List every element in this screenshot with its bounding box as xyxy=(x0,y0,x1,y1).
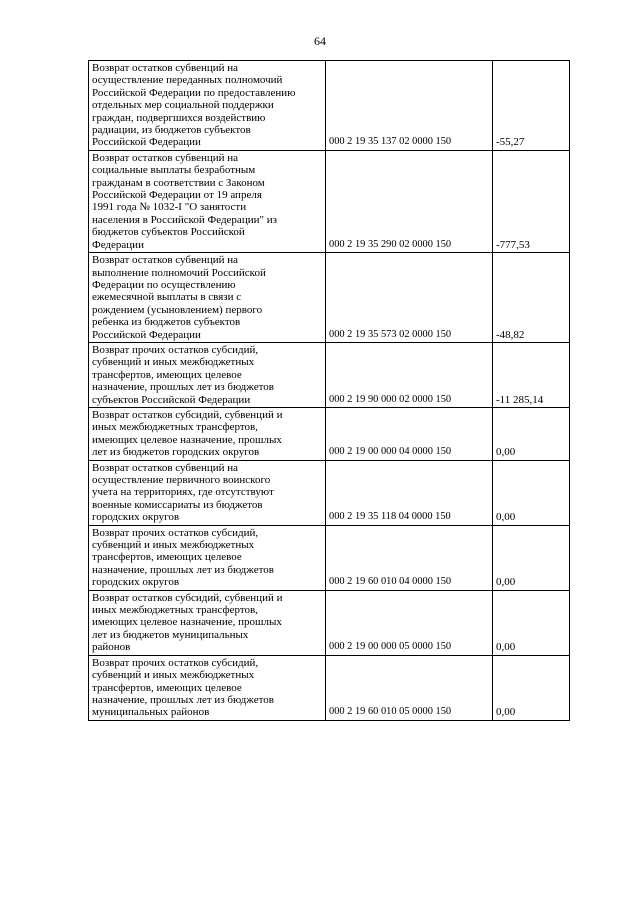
income-name: Возврат остатков субвенций на осуществление первичного воинского учета на территориях, где отсутствуют военные комиссариаты из бюджетов городских округов xyxy=(92,461,274,524)
income-name-cell xyxy=(89,590,326,655)
page-number: 64 xyxy=(314,34,326,48)
budget-code: 000 2 19 60 010 05 0000 150 xyxy=(326,655,493,720)
income-name: Возврат остатков субвенций на осуществление переданных полномочий Российской Федерации по предоставлению отдельных мер социальной поддержки граждан, подвергшихся воздействию радиации, из бюджетов субъектов Российской Федерации xyxy=(92,62,296,149)
table-row xyxy=(89,150,570,252)
amount-value: -777,53 xyxy=(493,150,570,252)
income-name-cell xyxy=(89,655,326,720)
amount-value: -55,27 xyxy=(493,61,570,151)
income-name: Возврат остатков субсидий, субвенций и иных межбюджетных трансфертов, имеющих целевое назначение, прошлых лет из бюджетов муниципальных районов xyxy=(92,591,283,654)
amount-value: 0,00 xyxy=(493,407,570,460)
amount-value: 0,00 xyxy=(493,525,570,590)
amount-value: -48,82 xyxy=(493,253,570,343)
income-name: Возврат прочих остатков субсидий, субвенций и иных межбюджетных трансфертов, имеющих целевое назначение, прошлых лет из бюджетов городских округов xyxy=(92,526,274,589)
income-name: Возврат остатков субсидий, субвенций и иных межбюджетных трансфертов, имеющих целевое назначение, прошлых лет из бюджетов городских округов xyxy=(92,408,283,459)
table-row xyxy=(89,590,570,655)
budget-code: 000 2 19 35 137 02 0000 150 xyxy=(326,61,493,151)
income-name-cell xyxy=(89,460,326,525)
budget-table-body xyxy=(89,61,570,721)
table-row xyxy=(89,61,570,151)
amount-value: 0,00 xyxy=(493,590,570,655)
budget-code: 000 2 19 90 000 02 0000 150 xyxy=(326,342,493,407)
budget-code: 000 2 19 35 573 02 0000 150 xyxy=(326,253,493,343)
table-row xyxy=(89,407,570,460)
amount-value: 0,00 xyxy=(493,460,570,525)
table-row xyxy=(89,655,570,720)
income-name-cell xyxy=(89,525,326,590)
amount-value: 0,00 xyxy=(493,655,570,720)
table-row xyxy=(89,525,570,590)
income-name: Возврат прочих остатков субсидий, субвенций и иных межбюджетных трансфертов, имеющих целевое назначение, прошлых лет из бюджетов субъектов Российской Федерации xyxy=(92,343,274,406)
table-row xyxy=(89,342,570,407)
table-row xyxy=(89,253,570,343)
income-name-cell xyxy=(89,342,326,407)
income-name: Возврат остатков субвенций на социальные выплаты безработным гражданам в соответствии с Законом Российской Федерации от 19 апреля 1991 года № 1032-I "О занятости населения в Российской Федерации" из бюджетов субъектов Российской Федерации xyxy=(92,151,277,251)
income-name-cell xyxy=(89,150,326,252)
income-name-cell xyxy=(89,61,326,151)
budget-code: 000 2 19 00 000 04 0000 150 xyxy=(326,407,493,460)
budget-code: 000 2 19 35 118 04 0000 150 xyxy=(326,460,493,525)
amount-value: -11 285,14 xyxy=(493,342,570,407)
income-name-cell xyxy=(89,407,326,460)
table-row xyxy=(89,460,570,525)
budget-table xyxy=(88,60,570,721)
budget-code: 000 2 19 35 290 02 0000 150 xyxy=(326,150,493,252)
budget-code: 000 2 19 00 000 05 0000 150 xyxy=(326,590,493,655)
income-name: Возврат прочих остатков субсидий, субвенций и иных межбюджетных трансфертов, имеющих целевое назначение, прошлых лет из бюджетов муниципальных районов xyxy=(92,656,274,719)
income-name-cell xyxy=(89,253,326,343)
income-name: Возврат остатков субвенций на выполнение полномочий Российской Федерации по осуществлению ежемесячной выплаты в связи с рождением (усыновлением) первого ребенка из бюджетов субъектов Российской Федерации xyxy=(92,254,266,341)
budget-code: 000 2 19 60 010 04 0000 150 xyxy=(326,525,493,590)
